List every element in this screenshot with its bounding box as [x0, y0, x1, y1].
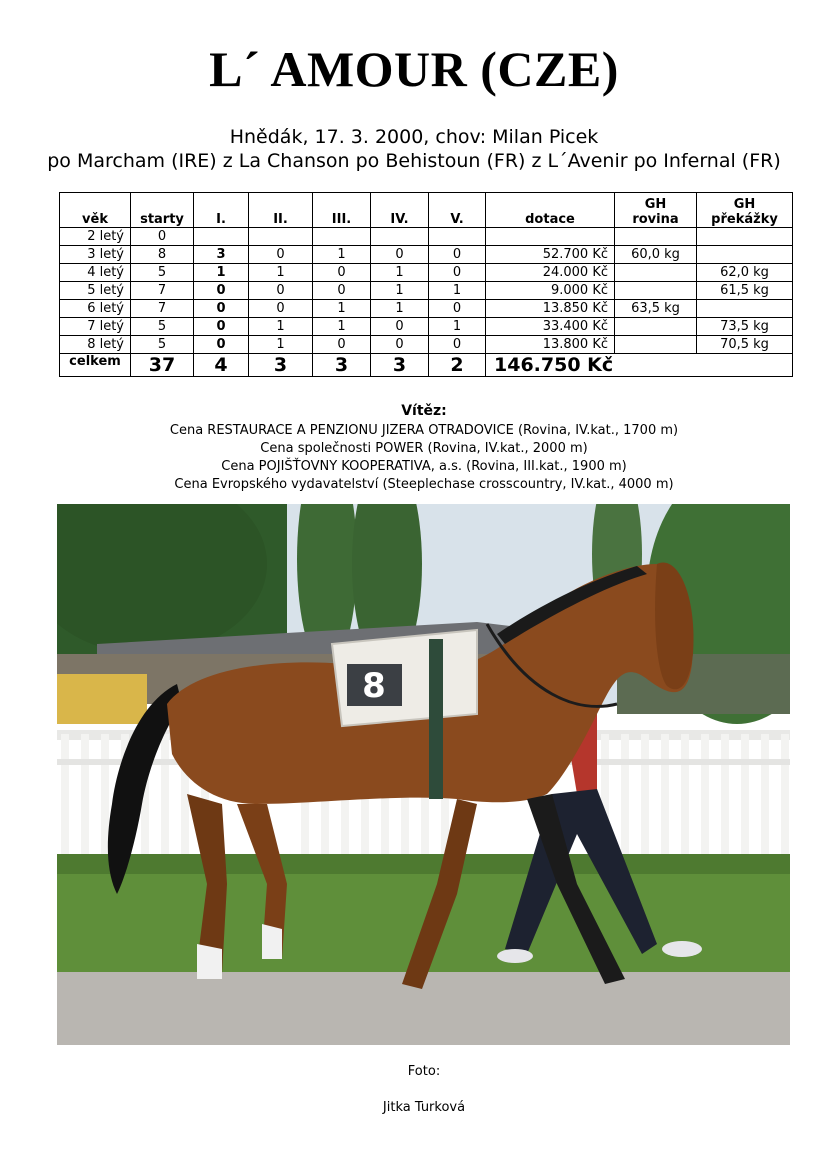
photo-credit-label: Foto: [407, 1064, 441, 1079]
race-item: Cena Evropského vydavatelství (Steeplechase crosscountry, IV.kat., 4000 m) [174, 477, 674, 492]
race-item: Cena společnosti POWER (Rovina, IV.kat., 2000 m) [260, 441, 588, 456]
col-age: věk [60, 193, 131, 228]
total-first: 4 [194, 354, 249, 377]
winner-heading: Vítěz: [401, 403, 447, 419]
table-row: 7 letý 5 0 1 1 0 1 33.400 Kč 73,5 kg [60, 318, 793, 336]
table-total-row [60, 354, 793, 377]
col-starts: starty [131, 193, 194, 228]
table-row: 8 letý 5 0 1 0 0 0 13.800 Kč 70,5 kg [60, 336, 793, 354]
col-first: I. [194, 193, 249, 228]
total-label: celkem [60, 354, 131, 377]
col-fourth: IV. [371, 193, 429, 228]
table-row: 2 letý 0 [60, 228, 793, 246]
table-header-row [60, 193, 793, 228]
total-third: 3 [313, 354, 371, 377]
races-won-list [0, 422, 828, 494]
table-row: 3 letý 8 3 0 1 0 0 52.700 Kč 60,0 kg [60, 246, 793, 264]
total-fourth: 3 [371, 354, 429, 377]
race-item: Cena RESTAURACE A PENZIONU JIZERA OTRADOVICE (Rovina, IV.kat., 1700 m) [169, 423, 679, 438]
race-record-table [59, 192, 793, 377]
col-second: II. [249, 193, 313, 228]
col-fifth: V. [429, 193, 486, 228]
col-third: III. [313, 193, 371, 228]
total-second: 3 [249, 354, 313, 377]
horse-pedigree: po Marcham (IRE) z La Chanson po Behistoun (FR) z L´Avenir po Infernal (FR) [47, 150, 781, 172]
table-row: 6 letý 7 0 0 1 1 0 13.850 Kč 63,5 kg [60, 300, 793, 318]
photo-credit-author: Jitka Turková [382, 1100, 466, 1115]
race-item: Cena POJIŠŤOVNY KOOPERATIVA, a.s. (Rovina, III.kat., 1900 m) [221, 459, 627, 474]
horse-photo [57, 504, 790, 1045]
saddle-cloth-number: 8 [362, 666, 386, 706]
horse-details: Hnědák, 17. 3. 2000, chov: Milan Picek [229, 126, 599, 148]
total-fifth: 2 [429, 354, 486, 377]
table-row: 5 letý 7 0 0 0 1 1 9.000 Kč 61,5 kg [60, 282, 793, 300]
col-gh-jump: GH překážky [697, 193, 793, 228]
col-earnings: dotace [486, 193, 615, 228]
col-gh-flat: GH rovina [615, 193, 697, 228]
total-starts: 37 [131, 354, 194, 377]
table-row: 4 letý 5 1 1 0 1 0 24.000 Kč 62,0 kg [60, 264, 793, 282]
page-title: L´ AMOUR (CZE) [209, 41, 619, 97]
total-earnings: 146.750 Kč [486, 354, 793, 377]
